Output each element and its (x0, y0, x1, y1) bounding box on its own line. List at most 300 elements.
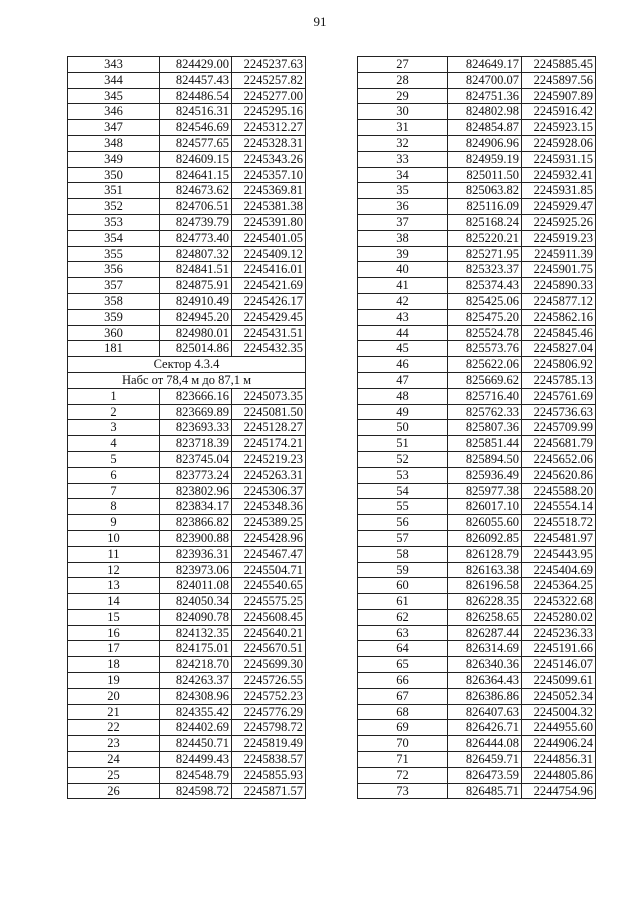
y-coordinate: 2245670.51 (232, 641, 306, 657)
y-coordinate: 2245588.20 (522, 483, 596, 499)
table-row (358, 467, 596, 483)
point-number: 35 (358, 183, 448, 199)
y-coordinate: 2245931.15 (522, 151, 596, 167)
table-row (358, 657, 596, 673)
y-coordinate: 2245322.68 (522, 594, 596, 610)
y-coordinate: 2245785.13 (522, 372, 596, 388)
point-number: 348 (68, 135, 160, 151)
y-coordinate: 2245806.92 (522, 357, 596, 373)
point-number: 48 (358, 388, 448, 404)
y-coordinate: 2245236.33 (522, 625, 596, 641)
point-number: 18 (68, 657, 160, 673)
point-number: 45 (358, 341, 448, 357)
x-coordinate: 823773.24 (160, 467, 232, 483)
point-number: 34 (358, 167, 448, 183)
table-row (68, 199, 306, 215)
y-coordinate: 2245429.45 (232, 309, 306, 325)
table-row (358, 293, 596, 309)
table-row (358, 625, 596, 641)
x-coordinate: 825573.76 (448, 341, 522, 357)
table-row (358, 183, 596, 199)
y-coordinate: 2244906.24 (522, 736, 596, 752)
table-row (358, 135, 596, 151)
point-number: 40 (358, 262, 448, 278)
left-table-top-rows (68, 57, 306, 357)
table-row (68, 467, 306, 483)
point-number: 61 (358, 594, 448, 610)
x-coordinate: 824609.15 (160, 151, 232, 167)
x-coordinate: 826196.58 (448, 578, 522, 594)
x-coordinate: 826407.63 (448, 704, 522, 720)
point-number: 21 (68, 704, 160, 720)
y-coordinate: 2245620.86 (522, 467, 596, 483)
point-number: 29 (358, 88, 448, 104)
x-coordinate: 825622.06 (448, 357, 522, 373)
table-row (358, 72, 596, 88)
point-number: 355 (68, 246, 160, 262)
table-row (68, 214, 306, 230)
point-number: 43 (358, 309, 448, 325)
point-number: 62 (358, 609, 448, 625)
x-coordinate: 824854.87 (448, 120, 522, 136)
point-number: 360 (68, 325, 160, 341)
point-number: 8 (68, 499, 160, 515)
point-number: 181 (68, 341, 160, 357)
point-number: 347 (68, 120, 160, 136)
point-number: 28 (358, 72, 448, 88)
point-number: 350 (68, 167, 160, 183)
table-row (68, 483, 306, 499)
y-coordinate: 2245932.41 (522, 167, 596, 183)
y-coordinate: 2245901.75 (522, 262, 596, 278)
section-title: Сектор 4.3.4 (68, 357, 306, 373)
y-coordinate: 2245919.23 (522, 230, 596, 246)
x-coordinate: 825851.44 (448, 436, 522, 452)
y-coordinate: 2245928.06 (522, 135, 596, 151)
x-coordinate: 826444.08 (448, 736, 522, 752)
x-coordinate: 824486.54 (160, 88, 232, 104)
point-number: 24 (68, 752, 160, 768)
y-coordinate: 2245431.51 (232, 325, 306, 341)
x-coordinate: 823936.31 (160, 546, 232, 562)
y-coordinate: 2245890.33 (522, 278, 596, 294)
y-coordinate: 2245328.31 (232, 135, 306, 151)
table-row (68, 530, 306, 546)
table-row (68, 515, 306, 531)
y-coordinate: 2245931.85 (522, 183, 596, 199)
x-coordinate: 825936.49 (448, 467, 522, 483)
x-coordinate: 823693.33 (160, 420, 232, 436)
table-row (68, 436, 306, 452)
y-coordinate: 2245128.27 (232, 420, 306, 436)
x-coordinate: 824175.01 (160, 641, 232, 657)
x-coordinate: 826092.85 (448, 530, 522, 546)
table-row (358, 341, 596, 357)
point-number: 63 (358, 625, 448, 641)
y-coordinate: 2245776.29 (232, 704, 306, 720)
table-row (358, 167, 596, 183)
point-number: 20 (68, 688, 160, 704)
table-row (358, 420, 596, 436)
x-coordinate: 825425.06 (448, 293, 522, 309)
y-coordinate: 2245752.23 (232, 688, 306, 704)
table-row (358, 499, 596, 515)
point-number: 351 (68, 183, 160, 199)
table-row (68, 72, 306, 88)
point-number: 26 (68, 783, 160, 799)
table-row (68, 609, 306, 625)
point-number: 58 (358, 546, 448, 562)
point-number: 70 (358, 736, 448, 752)
table-row (358, 436, 596, 452)
y-coordinate: 2245073.35 (232, 388, 306, 404)
point-number: 358 (68, 293, 160, 309)
y-coordinate: 2245681.79 (522, 436, 596, 452)
table-row (68, 88, 306, 104)
y-coordinate: 2245652.06 (522, 451, 596, 467)
left-table-bottom-rows (68, 388, 306, 799)
y-coordinate: 2245364.25 (522, 578, 596, 594)
point-number: 64 (358, 641, 448, 657)
x-coordinate: 824802.98 (448, 104, 522, 120)
x-coordinate: 826055.60 (448, 515, 522, 531)
y-coordinate: 2245481.97 (522, 530, 596, 546)
table-row (68, 720, 306, 736)
x-coordinate: 823802.96 (160, 483, 232, 499)
x-coordinate: 824875.91 (160, 278, 232, 294)
point-number: 65 (358, 657, 448, 673)
x-coordinate: 825014.86 (160, 341, 232, 357)
y-coordinate: 2245916.42 (522, 104, 596, 120)
y-coordinate: 2245885.45 (522, 57, 596, 73)
x-coordinate: 824308.96 (160, 688, 232, 704)
table-row (68, 388, 306, 404)
y-coordinate: 2245575.25 (232, 594, 306, 610)
point-number: 343 (68, 57, 160, 73)
x-coordinate: 826386.86 (448, 688, 522, 704)
table-row (68, 594, 306, 610)
table-row (358, 57, 596, 73)
table-row (358, 783, 596, 799)
y-coordinate: 2245929.47 (522, 199, 596, 215)
x-coordinate: 824548.79 (160, 767, 232, 783)
table-row (68, 230, 306, 246)
y-coordinate: 2245443.95 (522, 546, 596, 562)
table-row (68, 499, 306, 515)
y-coordinate: 2245871.57 (232, 783, 306, 799)
point-number: 344 (68, 72, 160, 88)
x-coordinate: 825220.21 (448, 230, 522, 246)
table-row (358, 357, 596, 373)
point-number: 46 (358, 357, 448, 373)
point-number: 25 (68, 767, 160, 783)
table-row (358, 151, 596, 167)
y-coordinate: 2245081.50 (232, 404, 306, 420)
table-row (358, 688, 596, 704)
y-coordinate: 2245554.14 (522, 499, 596, 515)
table-row (358, 309, 596, 325)
point-number: 23 (68, 736, 160, 752)
point-number: 67 (358, 688, 448, 704)
point-number: 37 (358, 214, 448, 230)
table-row (68, 404, 306, 420)
y-coordinate: 2245862.16 (522, 309, 596, 325)
point-number: 16 (68, 625, 160, 641)
point-number: 38 (358, 230, 448, 246)
section-header (68, 357, 306, 389)
point-number: 7 (68, 483, 160, 499)
y-coordinate: 2245827.04 (522, 341, 596, 357)
x-coordinate: 826287.44 (448, 625, 522, 641)
y-coordinate: 2245877.12 (522, 293, 596, 309)
y-coordinate: 2245391.80 (232, 214, 306, 230)
point-number: 357 (68, 278, 160, 294)
y-coordinate: 2245726.55 (232, 673, 306, 689)
x-coordinate: 824980.01 (160, 325, 232, 341)
x-coordinate: 823834.17 (160, 499, 232, 515)
table-row (68, 167, 306, 183)
y-coordinate: 2245409.12 (232, 246, 306, 262)
x-coordinate: 823666.16 (160, 388, 232, 404)
table-row (358, 388, 596, 404)
table-row (68, 578, 306, 594)
point-number: 50 (358, 420, 448, 436)
y-coordinate: 2245280.02 (522, 609, 596, 625)
x-coordinate: 824649.17 (448, 57, 522, 73)
table-row (358, 483, 596, 499)
point-number: 22 (68, 720, 160, 736)
y-coordinate: 2245798.72 (232, 720, 306, 736)
x-coordinate: 824499.43 (160, 752, 232, 768)
point-number: 352 (68, 199, 160, 215)
x-coordinate: 826163.38 (448, 562, 522, 578)
point-number: 17 (68, 641, 160, 657)
x-coordinate: 824546.69 (160, 120, 232, 136)
section-subtitle: Набс от 78,4 м до 87,1 м (68, 372, 306, 388)
point-number: 31 (358, 120, 448, 136)
x-coordinate: 826459.71 (448, 752, 522, 768)
y-coordinate: 2245191.66 (522, 641, 596, 657)
x-coordinate: 825977.38 (448, 483, 522, 499)
point-number: 33 (358, 151, 448, 167)
table-row (68, 704, 306, 720)
x-coordinate: 825011.50 (448, 167, 522, 183)
x-coordinate: 826473.59 (448, 767, 522, 783)
x-coordinate: 824910.49 (160, 293, 232, 309)
point-number: 19 (68, 673, 160, 689)
x-coordinate: 824773.40 (160, 230, 232, 246)
point-number: 356 (68, 262, 160, 278)
x-coordinate: 826314.69 (448, 641, 522, 657)
x-coordinate: 824906.96 (448, 135, 522, 151)
table-row (358, 199, 596, 215)
table-row (358, 767, 596, 783)
coordinates-table-left (67, 56, 306, 799)
point-number: 49 (358, 404, 448, 420)
right-table-rows (358, 57, 596, 799)
point-number: 349 (68, 151, 160, 167)
x-coordinate: 826128.79 (448, 546, 522, 562)
point-number: 353 (68, 214, 160, 230)
table-row (358, 562, 596, 578)
point-number: 10 (68, 530, 160, 546)
point-number: 56 (358, 515, 448, 531)
y-coordinate: 2244805.86 (522, 767, 596, 783)
point-number: 44 (358, 325, 448, 341)
point-number: 354 (68, 230, 160, 246)
x-coordinate: 825524.78 (448, 325, 522, 341)
y-coordinate: 2245907.89 (522, 88, 596, 104)
point-number: 32 (358, 135, 448, 151)
x-coordinate: 824641.15 (160, 167, 232, 183)
point-number: 36 (358, 199, 448, 215)
y-coordinate: 2245404.69 (522, 562, 596, 578)
point-number: 12 (68, 562, 160, 578)
table-row (68, 657, 306, 673)
x-coordinate: 826485.71 (448, 783, 522, 799)
y-coordinate: 2245819.49 (232, 736, 306, 752)
table-row (68, 752, 306, 768)
x-coordinate: 824402.69 (160, 720, 232, 736)
table-row (68, 451, 306, 467)
point-number: 41 (358, 278, 448, 294)
table-row (68, 183, 306, 199)
y-coordinate: 2245897.56 (522, 72, 596, 88)
table-row (358, 641, 596, 657)
table-row (68, 151, 306, 167)
table-row (358, 578, 596, 594)
y-coordinate: 2245608.45 (232, 609, 306, 625)
x-coordinate: 824751.36 (448, 88, 522, 104)
table-row (358, 372, 596, 388)
x-coordinate: 824263.37 (160, 673, 232, 689)
table-row (68, 278, 306, 294)
table-row (358, 546, 596, 562)
point-number: 6 (68, 467, 160, 483)
y-coordinate: 2245343.26 (232, 151, 306, 167)
x-coordinate: 824457.43 (160, 72, 232, 88)
x-coordinate: 826340.36 (448, 657, 522, 673)
point-number: 3 (68, 420, 160, 436)
x-coordinate: 823669.89 (160, 404, 232, 420)
x-coordinate: 823866.82 (160, 515, 232, 531)
y-coordinate: 2245099.61 (522, 673, 596, 689)
table-row (358, 594, 596, 610)
y-coordinate: 2245257.82 (232, 72, 306, 88)
x-coordinate: 825762.33 (448, 404, 522, 420)
point-number: 55 (358, 499, 448, 515)
y-coordinate: 2244856.31 (522, 752, 596, 768)
x-coordinate: 823745.04 (160, 451, 232, 467)
x-coordinate: 824132.35 (160, 625, 232, 641)
y-coordinate: 2245306.37 (232, 483, 306, 499)
table-row (358, 104, 596, 120)
y-coordinate: 2245911.39 (522, 246, 596, 262)
x-coordinate: 824945.20 (160, 309, 232, 325)
y-coordinate: 2245389.25 (232, 515, 306, 531)
point-number: 52 (358, 451, 448, 467)
section-title-row (68, 357, 306, 373)
y-coordinate: 2245421.69 (232, 278, 306, 294)
point-number: 73 (358, 783, 448, 799)
x-coordinate: 824598.72 (160, 783, 232, 799)
y-coordinate: 2245518.72 (522, 515, 596, 531)
y-coordinate: 2244754.96 (522, 783, 596, 799)
point-number: 68 (358, 704, 448, 720)
table-row (358, 530, 596, 546)
y-coordinate: 2245925.26 (522, 214, 596, 230)
coordinates-table-right (357, 56, 596, 799)
y-coordinate: 2244955.60 (522, 720, 596, 736)
point-number: 346 (68, 104, 160, 120)
point-number: 69 (358, 720, 448, 736)
point-number: 27 (358, 57, 448, 73)
y-coordinate: 2245504.71 (232, 562, 306, 578)
point-number: 9 (68, 515, 160, 531)
table-row (68, 546, 306, 562)
table-row (358, 704, 596, 720)
section-subtitle-row (68, 372, 306, 388)
point-number: 57 (358, 530, 448, 546)
y-coordinate: 2245263.31 (232, 467, 306, 483)
x-coordinate: 825168.24 (448, 214, 522, 230)
y-coordinate: 2245174.21 (232, 436, 306, 452)
table-row (68, 673, 306, 689)
y-coordinate: 2245295.16 (232, 104, 306, 120)
table-row (358, 325, 596, 341)
x-coordinate: 825475.20 (448, 309, 522, 325)
x-coordinate: 824218.70 (160, 657, 232, 673)
x-coordinate: 825271.95 (448, 246, 522, 262)
table-row (358, 262, 596, 278)
y-coordinate: 2245219.23 (232, 451, 306, 467)
x-coordinate: 825063.82 (448, 183, 522, 199)
table-row (358, 120, 596, 136)
point-number: 53 (358, 467, 448, 483)
x-coordinate: 826228.35 (448, 594, 522, 610)
point-number: 2 (68, 404, 160, 420)
table-row (68, 120, 306, 136)
y-coordinate: 2245428.96 (232, 530, 306, 546)
table-row (68, 736, 306, 752)
point-number: 11 (68, 546, 160, 562)
x-coordinate: 824739.79 (160, 214, 232, 230)
x-coordinate: 824700.07 (448, 72, 522, 88)
y-coordinate: 2245312.27 (232, 120, 306, 136)
x-coordinate: 824011.08 (160, 578, 232, 594)
x-coordinate: 824706.51 (160, 199, 232, 215)
x-coordinate: 823718.39 (160, 436, 232, 452)
x-coordinate: 825323.37 (448, 262, 522, 278)
x-coordinate: 825894.50 (448, 451, 522, 467)
y-coordinate: 2245432.35 (232, 341, 306, 357)
x-coordinate: 825669.62 (448, 372, 522, 388)
point-number: 345 (68, 88, 160, 104)
x-coordinate: 825374.43 (448, 278, 522, 294)
y-coordinate: 2245923.15 (522, 120, 596, 136)
x-coordinate: 823900.88 (160, 530, 232, 546)
table-row (68, 293, 306, 309)
y-coordinate: 2245146.07 (522, 657, 596, 673)
x-coordinate: 826364.43 (448, 673, 522, 689)
x-coordinate: 824516.31 (160, 104, 232, 120)
page-number: 91 (313, 14, 327, 29)
point-number: 42 (358, 293, 448, 309)
x-coordinate: 825807.36 (448, 420, 522, 436)
y-coordinate: 2245004.32 (522, 704, 596, 720)
table-row (358, 673, 596, 689)
table-row (358, 752, 596, 768)
